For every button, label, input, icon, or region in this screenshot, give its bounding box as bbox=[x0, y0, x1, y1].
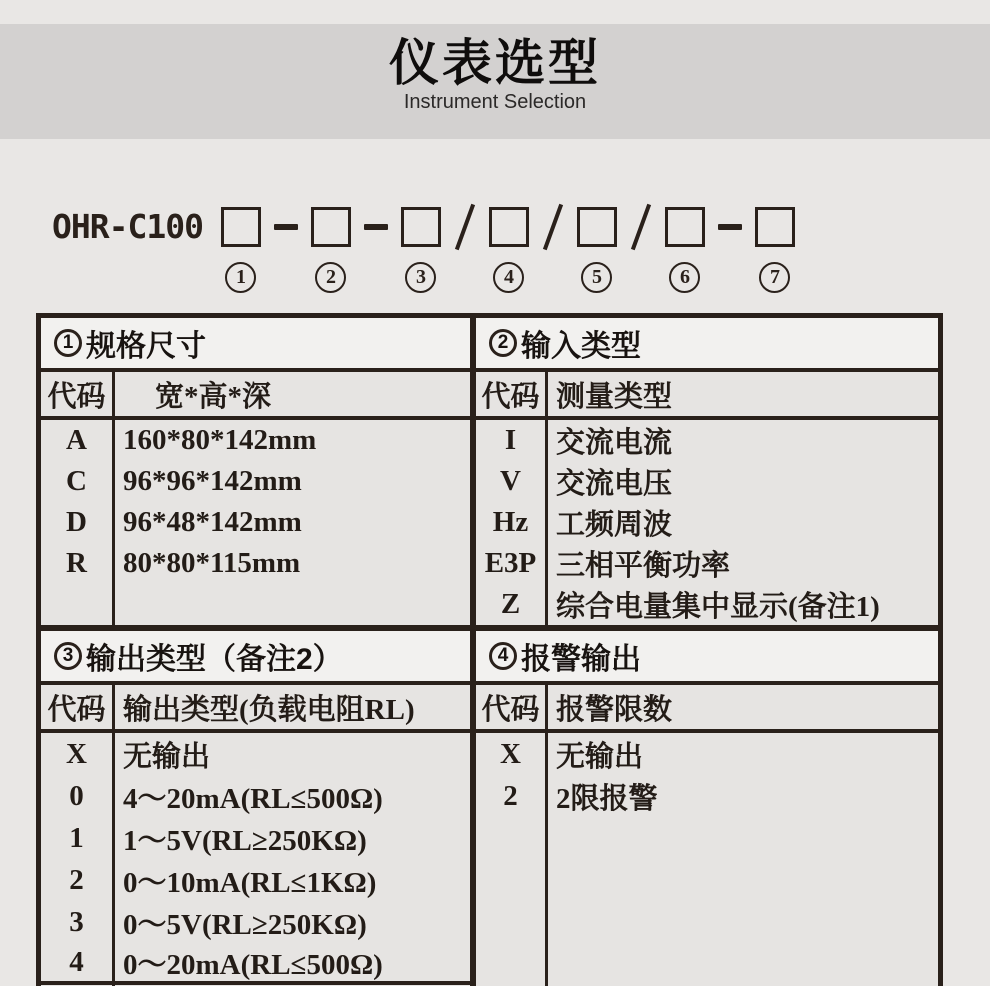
model-slot-2 bbox=[311, 207, 351, 293]
circled-number-1: 1 bbox=[54, 329, 82, 357]
dash-separator-3 bbox=[718, 224, 742, 230]
circled-number-4: 4 bbox=[489, 642, 517, 670]
value-cell: 96*48*142mm bbox=[123, 506, 302, 538]
code-cell bbox=[41, 584, 115, 625]
code-cell: 3 bbox=[41, 901, 115, 943]
model-digit-3: 3 bbox=[405, 262, 436, 293]
value-column-header: 测量类型 bbox=[556, 380, 673, 413]
code-cell: 2 bbox=[41, 859, 115, 901]
slash-bar bbox=[631, 204, 651, 250]
table-row bbox=[41, 943, 470, 985]
model-slot-3 bbox=[401, 207, 441, 293]
model-box-6 bbox=[665, 207, 705, 247]
code-cell: X bbox=[476, 733, 548, 775]
table-row bbox=[476, 420, 938, 461]
value-column-header: 宽*高*深 bbox=[155, 380, 272, 413]
selection-table bbox=[36, 313, 943, 986]
value-cell: 三相平衡功率 bbox=[556, 550, 731, 582]
table-row bbox=[41, 502, 470, 543]
circled-number-2: 2 bbox=[489, 329, 517, 357]
table-filler-row bbox=[476, 817, 938, 986]
section-alarm bbox=[476, 631, 938, 986]
table-row bbox=[41, 817, 470, 859]
code-cell bbox=[476, 817, 548, 986]
code-cell: 1 bbox=[41, 817, 115, 859]
table-upper-grid bbox=[41, 318, 938, 625]
value-column-header: 输出类型(负载电阻RL) bbox=[123, 693, 415, 726]
value-cell: 1～5V(RL≥250KΩ) bbox=[123, 824, 367, 857]
code-column-header: 代码 bbox=[41, 685, 115, 729]
model-prefix: OHR-C100 bbox=[52, 207, 203, 246]
slash-separator-2 bbox=[542, 205, 564, 249]
slash-bar bbox=[455, 204, 475, 250]
value-cell bbox=[548, 817, 938, 986]
table-row bbox=[476, 502, 938, 543]
column-header-row bbox=[476, 685, 938, 733]
value-cell: 96*96*142mm bbox=[123, 465, 302, 497]
value-cell: 综合电量集中显示(备注1) bbox=[556, 591, 880, 623]
code-cell: 4 bbox=[41, 943, 115, 981]
table-lower-grid bbox=[41, 631, 938, 986]
model-box-4 bbox=[489, 207, 529, 247]
section-title-text: 报警输出 bbox=[521, 643, 641, 676]
model-digit-4: 4 bbox=[493, 262, 524, 293]
value-cell: 0～20mA(RL≤500Ω) bbox=[123, 948, 383, 981]
section-title-text: 规格尺寸 bbox=[86, 330, 206, 363]
section-output-rows bbox=[41, 685, 470, 986]
code-cell: Hz bbox=[476, 502, 548, 543]
column-header-row bbox=[41, 685, 470, 733]
code-cell: Z bbox=[476, 584, 548, 625]
table-row bbox=[476, 733, 938, 775]
model-slot-6 bbox=[665, 207, 705, 293]
code-cell: A bbox=[41, 420, 115, 461]
code-cell: C bbox=[41, 461, 115, 502]
section-spec-title bbox=[41, 318, 470, 372]
value-cell: 交流电压 bbox=[556, 468, 673, 500]
model-box-7 bbox=[755, 207, 795, 247]
table-row bbox=[41, 775, 470, 817]
model-box-3 bbox=[401, 207, 441, 247]
code-column-header: 代码 bbox=[41, 372, 115, 416]
title-band bbox=[0, 24, 990, 139]
model-slot-7 bbox=[755, 207, 795, 293]
section-input bbox=[476, 318, 938, 625]
table-row bbox=[41, 420, 470, 461]
value-cell: 0～5V(RL≥250KΩ) bbox=[123, 908, 367, 941]
table-row bbox=[476, 461, 938, 502]
section-alarm-rows bbox=[476, 685, 938, 986]
page-title: 仪表选型 bbox=[389, 35, 601, 91]
slash-separator-1 bbox=[454, 205, 476, 249]
code-cell: 0 bbox=[41, 775, 115, 817]
table-row bbox=[41, 859, 470, 901]
value-cell: 无输出 bbox=[123, 740, 211, 773]
code-cell: V bbox=[476, 461, 548, 502]
model-box-5 bbox=[577, 207, 617, 247]
section-input-title bbox=[476, 318, 938, 372]
model-digit-1: 1 bbox=[225, 262, 256, 293]
value-cell: 160*80*142mm bbox=[123, 424, 317, 456]
table-row bbox=[476, 543, 938, 584]
model-digit-6: 6 bbox=[669, 262, 700, 293]
code-column-header: 代码 bbox=[476, 372, 548, 416]
circled-number-3: 3 bbox=[54, 642, 82, 670]
value-cell: 4～20mA(RL≤500Ω) bbox=[123, 782, 383, 815]
section-spec-rows bbox=[41, 372, 470, 625]
code-cell: D bbox=[41, 502, 115, 543]
value-cell bbox=[115, 584, 470, 625]
dash-separator-1 bbox=[274, 224, 298, 230]
table-row bbox=[476, 584, 938, 625]
column-header-row bbox=[41, 372, 470, 420]
slash-bar bbox=[543, 204, 563, 250]
model-slot-4 bbox=[489, 207, 529, 293]
model-digit-5: 5 bbox=[581, 262, 612, 293]
value-cell: 无输出 bbox=[556, 740, 644, 773]
section-input-rows bbox=[476, 372, 938, 625]
code-column-header: 代码 bbox=[476, 685, 548, 729]
section-title-text: 输出类型（备注2） bbox=[86, 643, 343, 676]
code-cell: I bbox=[476, 420, 548, 461]
section-output-title bbox=[41, 631, 470, 685]
section-alarm-title bbox=[476, 631, 938, 685]
model-slot-5 bbox=[577, 207, 617, 293]
value-cell: 交流电流 bbox=[556, 427, 673, 459]
slash-separator-3 bbox=[630, 205, 652, 249]
table-row bbox=[41, 461, 470, 502]
dash-separator-2 bbox=[364, 224, 388, 230]
code-cell: R bbox=[41, 543, 115, 584]
section-output bbox=[41, 631, 470, 986]
section-spec bbox=[41, 318, 470, 625]
table-row bbox=[41, 543, 470, 584]
value-cell: 80*80*115mm bbox=[123, 547, 301, 579]
model-box-1 bbox=[221, 207, 261, 247]
code-cell: X bbox=[41, 733, 115, 775]
table-row bbox=[41, 733, 470, 775]
table-row bbox=[476, 775, 938, 817]
page-subtitle: Instrument Selection bbox=[403, 91, 587, 113]
value-cell: 2限报警 bbox=[556, 782, 658, 815]
model-code-diagram bbox=[52, 207, 795, 293]
section-title-text: 输入类型 bbox=[521, 330, 641, 363]
column-header-row bbox=[476, 372, 938, 420]
code-cell: 2 bbox=[476, 775, 548, 817]
code-cell: E3P bbox=[476, 543, 548, 584]
model-digit-2: 2 bbox=[315, 262, 346, 293]
value-cell: 0～10mA(RL≤1KΩ) bbox=[123, 866, 377, 899]
value-cell: 工频周波 bbox=[556, 509, 673, 541]
table-filler-row bbox=[41, 584, 470, 625]
model-box-2 bbox=[311, 207, 351, 247]
value-column-header: 报警限数 bbox=[556, 693, 673, 726]
model-digit-7: 7 bbox=[759, 262, 790, 293]
model-slot-1 bbox=[221, 207, 261, 293]
table-row bbox=[41, 901, 470, 943]
